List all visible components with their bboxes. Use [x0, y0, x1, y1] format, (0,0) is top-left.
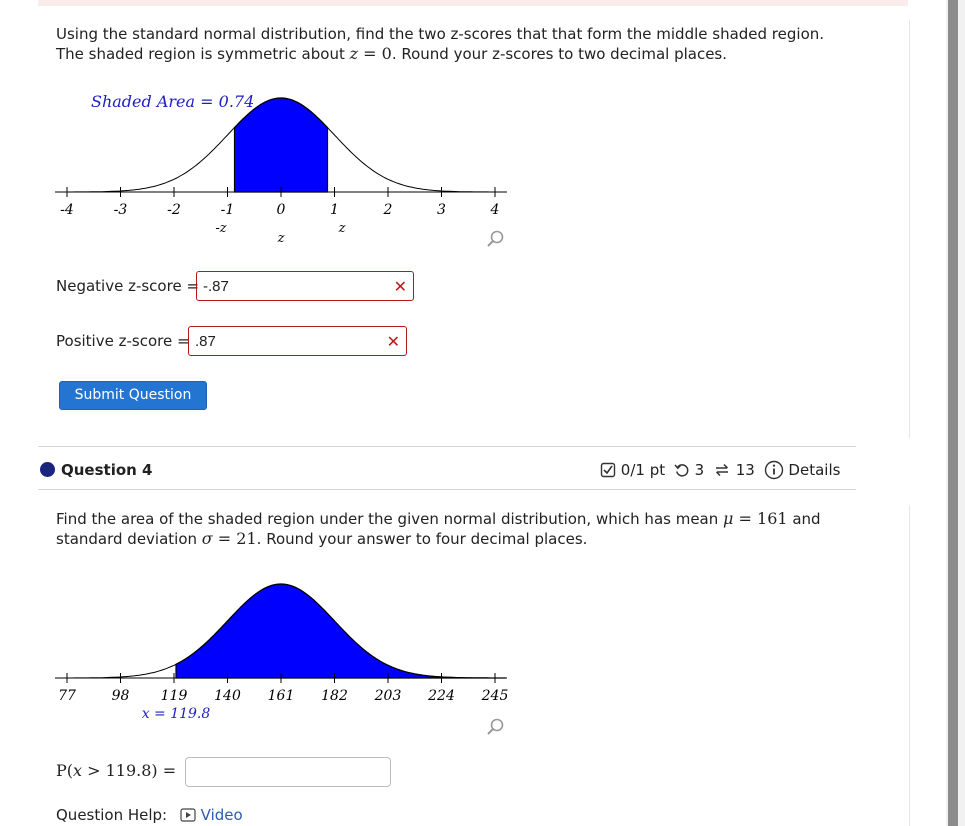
math-mu: μ: [723, 509, 734, 528]
status-dot-icon: [40, 462, 55, 477]
shaded-area-label: Shaded Area = 0.74: [91, 92, 255, 111]
prompt-text: Using the standard normal distribution, find the two z-scores that that form the middle shaded region. The shaded region is symmetric about: [56, 25, 825, 63]
math-mean: = 161: [733, 509, 788, 528]
tick-label: 203: [374, 688, 402, 704]
math-x: x: [73, 761, 83, 780]
divider: [38, 446, 856, 447]
math-zero: 0: [381, 44, 392, 63]
math-p: P(: [56, 761, 74, 780]
incorrect-icon: ✕: [386, 334, 400, 351]
tick-label: 4: [490, 202, 500, 218]
positive-z-label: Positive z-score =: [56, 332, 190, 350]
x-marker-label: x = 119.8: [141, 706, 211, 722]
magnifier-icon[interactable]: [488, 232, 503, 247]
checkbox-score-icon: [600, 462, 616, 478]
tick-label: -1: [220, 202, 235, 218]
tick-label: -3: [113, 202, 128, 218]
marker-neg-z: -z: [215, 221, 227, 236]
incorrect-icon: ✕: [393, 279, 407, 296]
tick-label: -4: [60, 202, 74, 218]
tick-label: 224: [428, 688, 455, 704]
question-title-text: Question 4: [61, 461, 153, 479]
magnifier-icon[interactable]: [488, 720, 503, 735]
tick-label: 119: [160, 688, 188, 704]
negative-z-value: -.87: [203, 278, 229, 295]
tick-label: 77: [58, 688, 76, 704]
probability-answer-input[interactable]: [185, 757, 391, 787]
submit-question-button[interactable]: Submit Question: [59, 381, 207, 410]
scrollbar-thumb[interactable]: [948, 0, 958, 826]
help-label: Question Help:: [56, 806, 168, 824]
question-meta: [600, 460, 840, 480]
tick-label: 140: [214, 688, 241, 704]
shaded-region: [235, 98, 328, 192]
probability-label: [56, 761, 176, 780]
tick-label: -2: [167, 202, 181, 218]
prompt-text-end: . Round your z-scores to two decimal places.: [391, 45, 728, 63]
question-prompt-4: [56, 509, 856, 549]
score-text: 0/1 pt: [620, 461, 666, 479]
prompt-text-end: . Round your answer to four decimal places.: [256, 530, 588, 548]
tick-label: 245: [481, 688, 509, 704]
math-sd: = 21: [212, 529, 257, 548]
tick-label: 161: [267, 688, 295, 704]
prompt-text-2: and standard deviation: [56, 510, 821, 548]
shaded-region: [176, 584, 506, 678]
video-label: Video: [200, 806, 243, 824]
standard-normal-graph: [0, 80, 560, 260]
question-title: [40, 461, 153, 479]
question-prompt: [56, 24, 856, 64]
details-link[interactable]: Details: [788, 461, 841, 479]
divider: [38, 489, 856, 490]
tick-label: 2: [383, 202, 393, 218]
question-help: [56, 806, 243, 824]
retry-icon: [674, 462, 690, 478]
play-video-icon: [180, 808, 196, 822]
math-eq: =: [358, 44, 382, 63]
retries-count: 3: [694, 461, 705, 479]
tick-label: 98: [111, 688, 130, 704]
normal-distribution-graph: [0, 570, 560, 745]
positive-z-value: .87: [195, 333, 216, 350]
panel-border: [909, 505, 910, 826]
attempts-count: 13: [735, 461, 755, 479]
math-z: z: [349, 44, 359, 63]
tick-label: 1: [330, 202, 339, 218]
info-icon[interactable]: [764, 460, 784, 480]
marker-z: z: [277, 231, 285, 246]
math-rest: > 119.8) =: [82, 761, 177, 780]
tick-label: 0: [276, 202, 286, 218]
positive-z-input[interactable]: [188, 326, 407, 356]
marker-pos-z: z: [338, 221, 346, 236]
negative-z-input[interactable]: [196, 271, 414, 301]
video-link[interactable]: [172, 806, 243, 824]
math-sigma: σ: [201, 529, 213, 548]
tick-label: 182: [321, 688, 348, 704]
top-banner: [38, 0, 908, 6]
tick-label: 3: [437, 202, 446, 218]
attempts-icon: [713, 462, 731, 478]
panel-border: [909, 20, 910, 438]
negative-z-label: Negative z-score =: [56, 277, 200, 295]
prompt-text: Find the area of the shaded region under the given normal distribution, which has mean: [56, 510, 724, 528]
